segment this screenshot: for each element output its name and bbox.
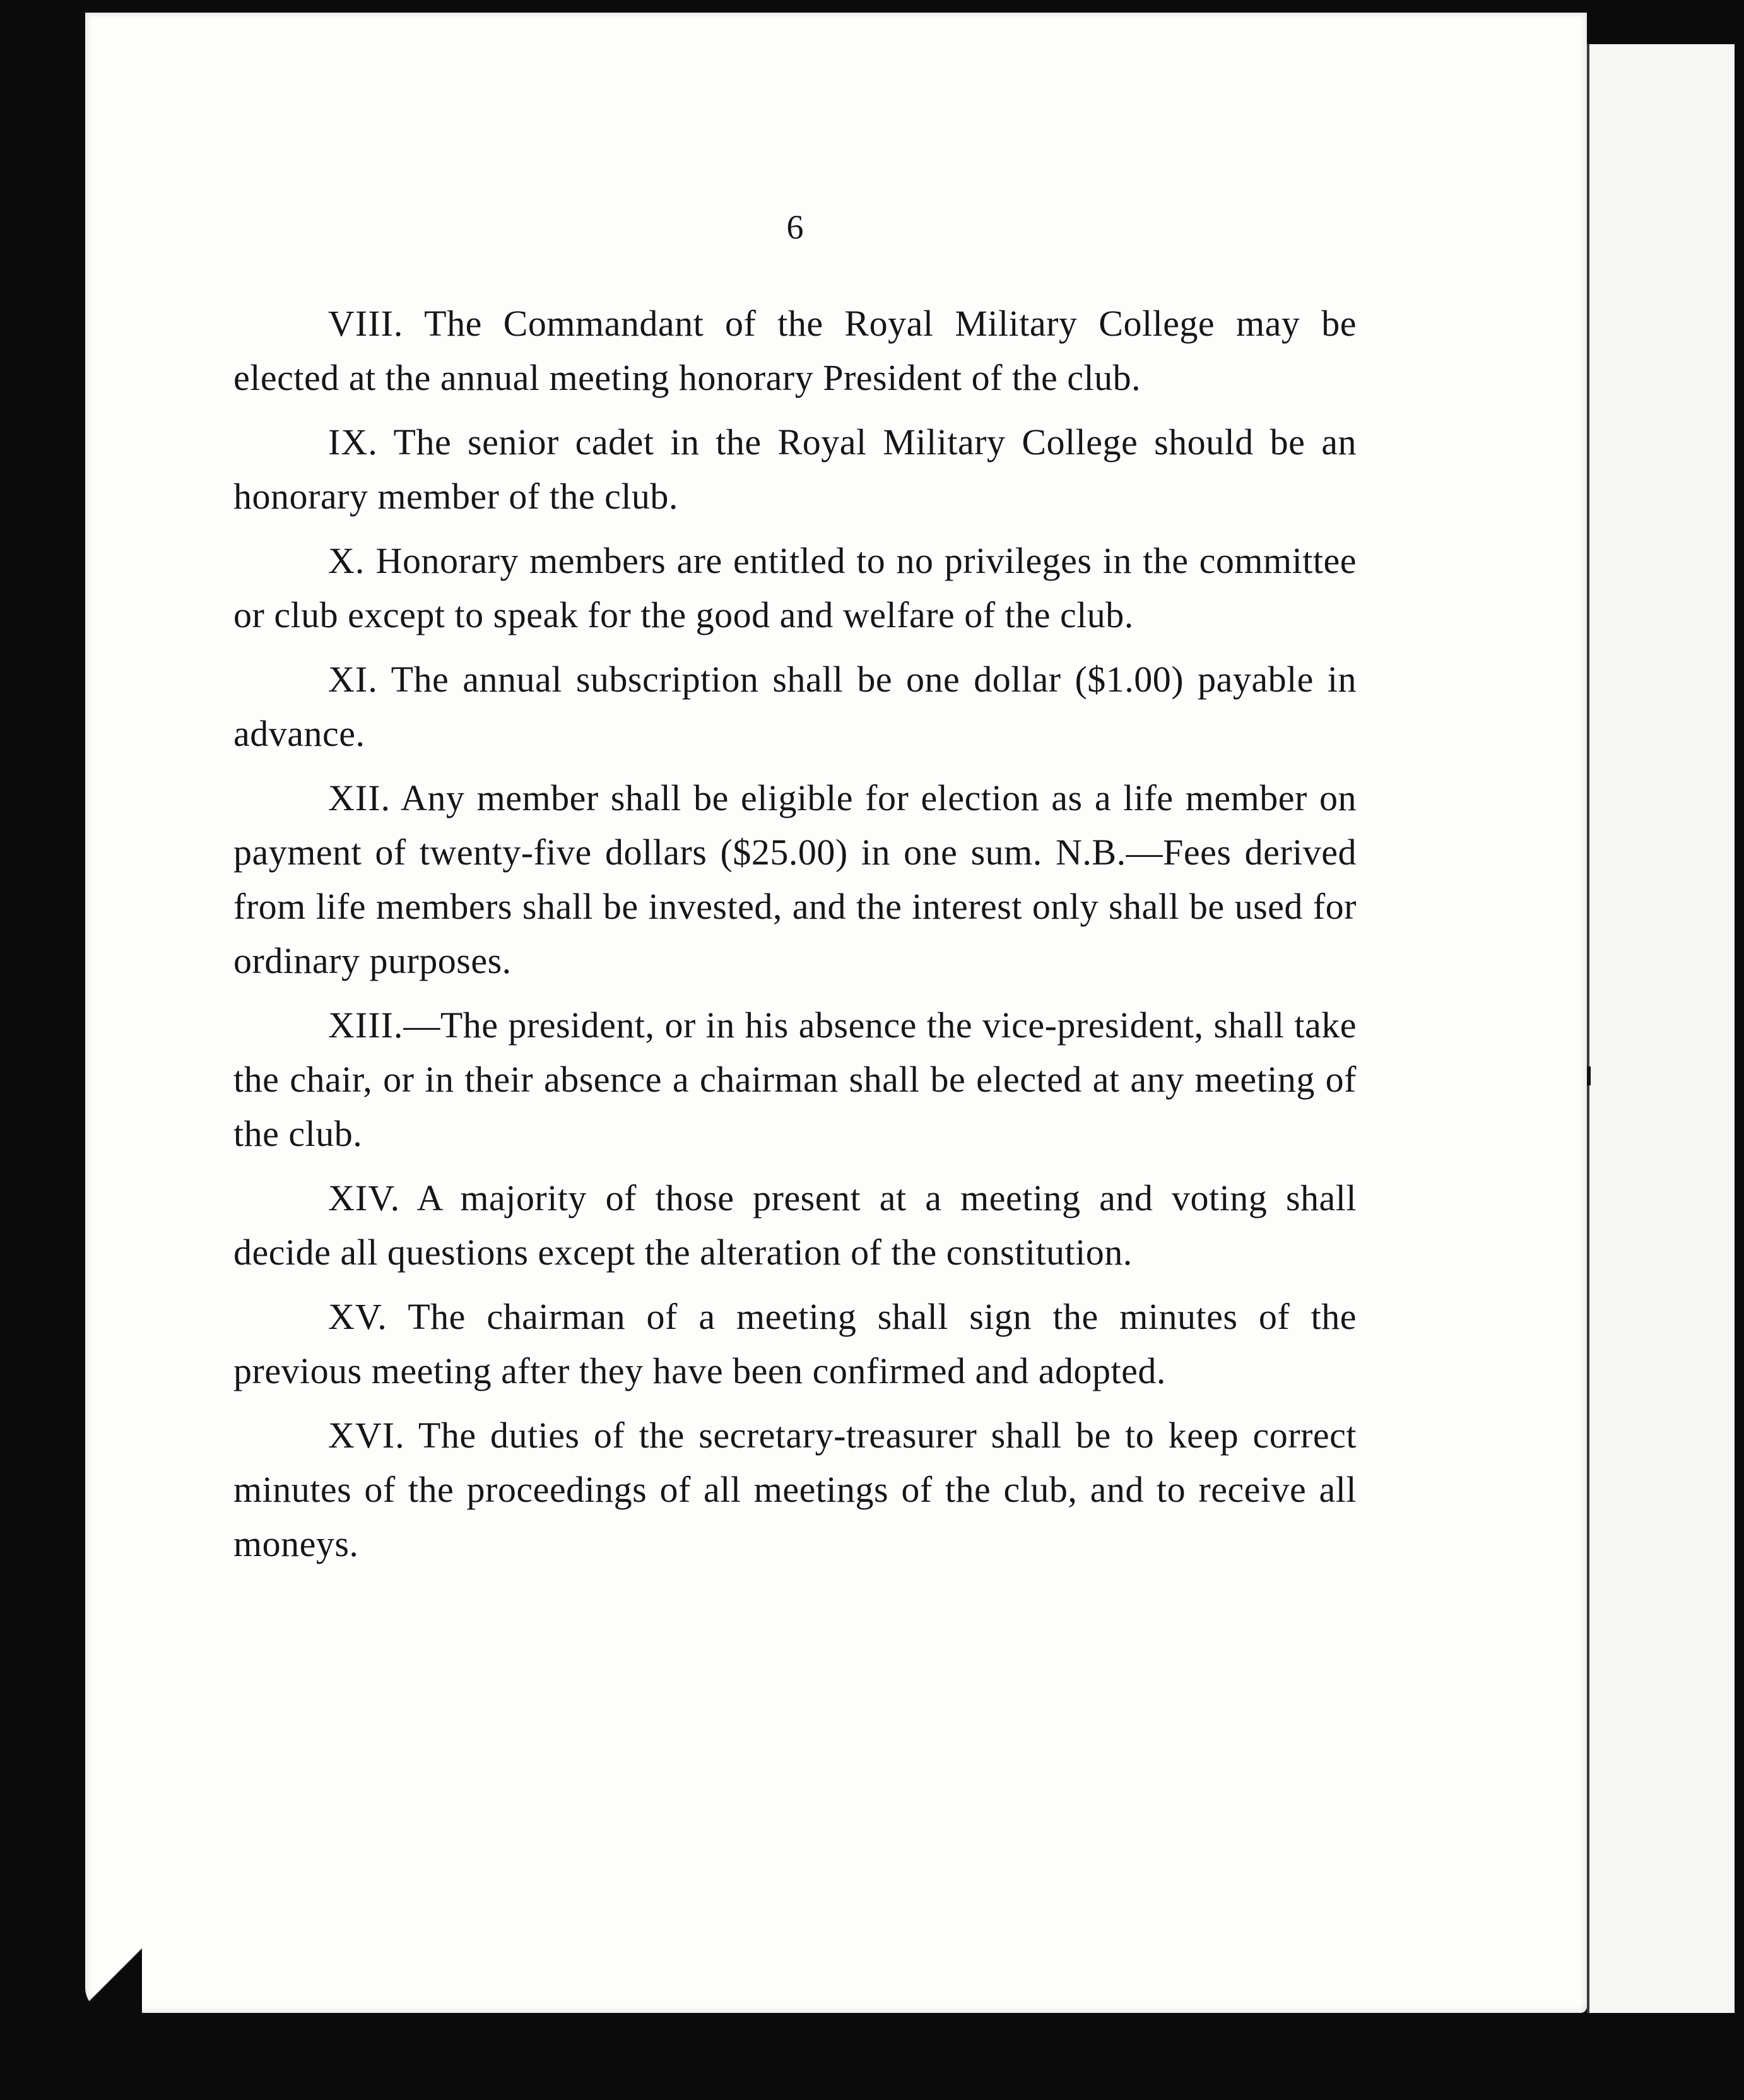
article-xiv bbox=[233, 1171, 1357, 1280]
article-xv bbox=[233, 1290, 1357, 1398]
article-x bbox=[233, 534, 1357, 642]
article-text: Any member shall be eligible for election as a life member on payment of twenty-five dollars ($25.00) in one sum. N.B.—Fees derived from life members shall be invested, and the interest only shall be used for ordinary purposes. bbox=[233, 777, 1357, 981]
article-numeral: XIII. bbox=[328, 1005, 404, 1046]
page-content bbox=[233, 208, 1357, 1581]
article-numeral: XIV. bbox=[328, 1177, 401, 1218]
article-numeral: XI. bbox=[328, 659, 378, 700]
article-xii bbox=[233, 771, 1357, 988]
article-viii bbox=[233, 297, 1357, 405]
article-numeral: XV. bbox=[328, 1296, 387, 1337]
page-number: 6 bbox=[786, 208, 804, 246]
article-text: The Commandant of the Royal Military College may be elected at the annual meeting honorary President of the club. bbox=[233, 303, 1357, 398]
article-text: The senior cadet in the Royal Military College should be an honorary member of the club. bbox=[233, 422, 1357, 517]
article-text: The duties of the secretary-treasurer shall be to keep correct minutes of the proceedings of all meetings of the club, and to receive all moneys. bbox=[233, 1415, 1357, 1564]
article-numeral: X. bbox=[328, 540, 365, 581]
adjacent-page-edge bbox=[1587, 44, 1735, 2013]
article-text: The chairman of a meeting shall sign the minutes of the previous meeting after they have been confirmed and adopted. bbox=[233, 1296, 1357, 1391]
article-numeral: XVI. bbox=[328, 1415, 405, 1456]
article-text: A majority of those present at a meeting and voting shall decide all questions except the alteration of the constitution. bbox=[233, 1177, 1357, 1273]
article-xi bbox=[233, 652, 1357, 761]
article-xvi bbox=[233, 1408, 1357, 1571]
article-text: Honorary members are entitled to no privileges in the committee or club except to speak for the good and welfare of the club. bbox=[233, 540, 1357, 635]
article-numeral: XII. bbox=[328, 777, 391, 818]
article-ix bbox=[233, 415, 1357, 524]
article-numeral: IX. bbox=[328, 422, 378, 463]
article-text: —The president, or in his absence the vice-president, shall take the chair, or in their absence a chairman shall be elected at any meeting of the club. bbox=[233, 1005, 1357, 1154]
article-xiii bbox=[233, 998, 1357, 1161]
article-text: The annual subscription shall be one dollar ($1.00) payable in advance. bbox=[233, 659, 1357, 754]
article-numeral: VIII. bbox=[328, 303, 404, 344]
